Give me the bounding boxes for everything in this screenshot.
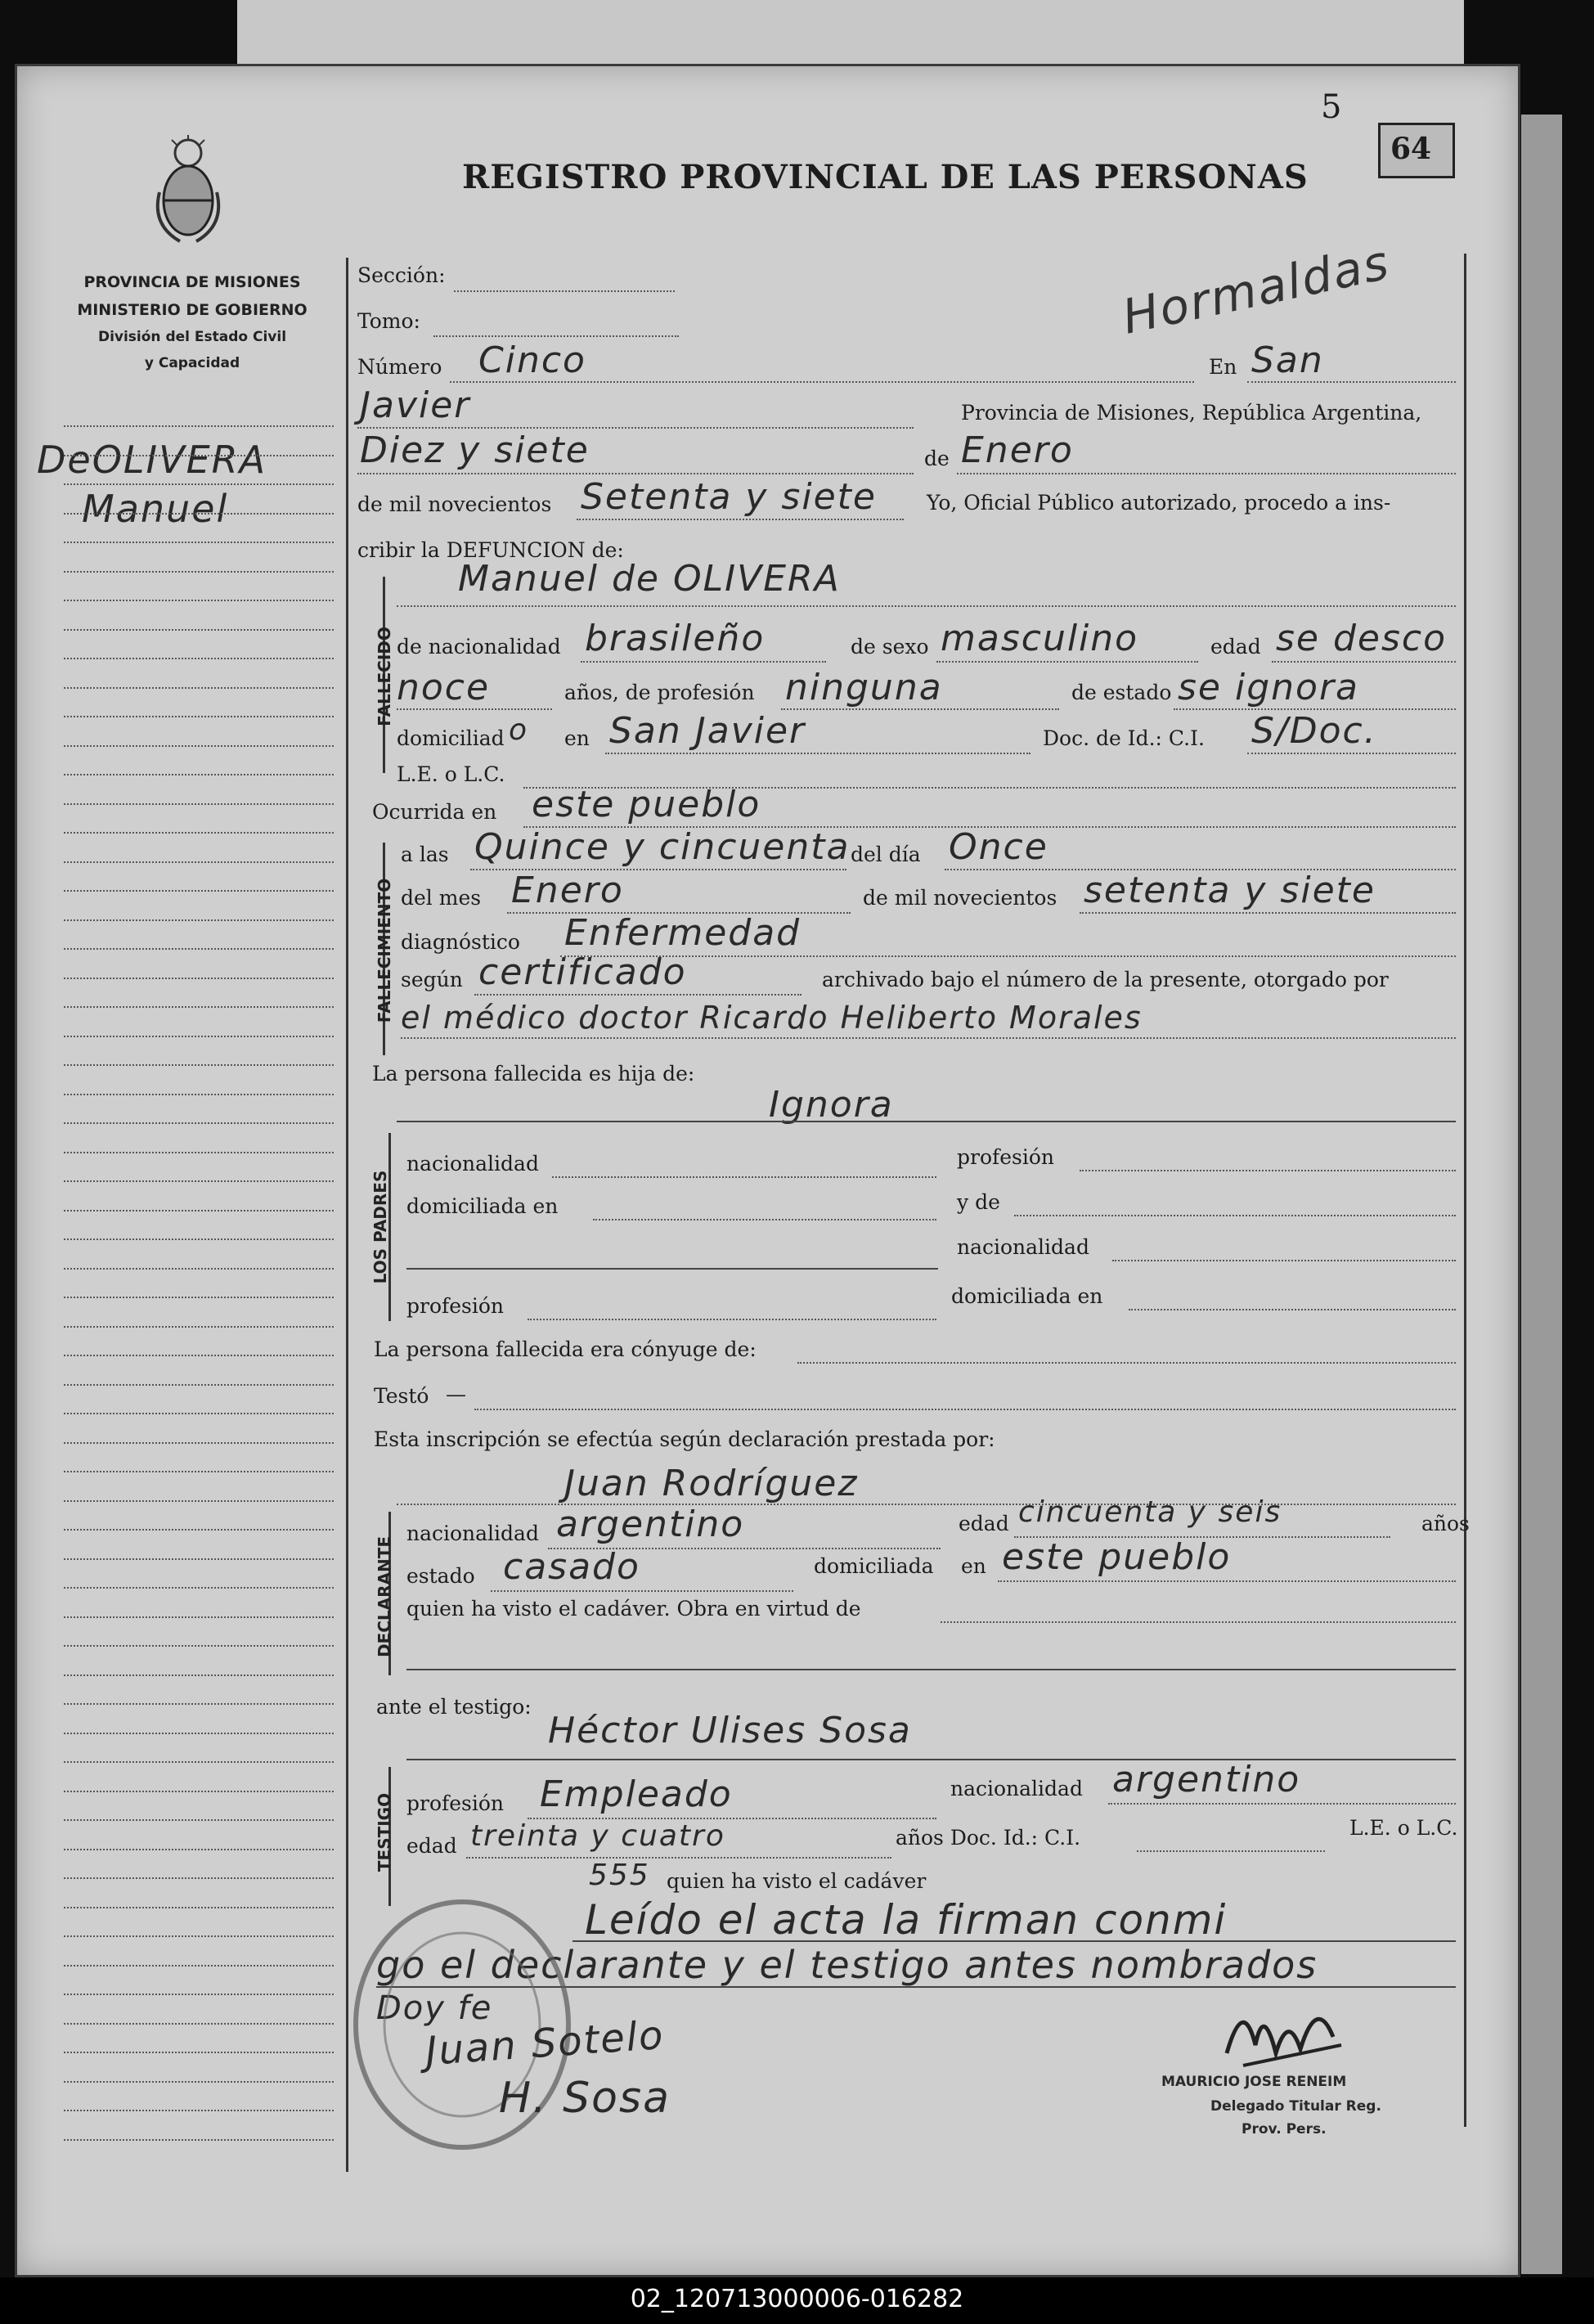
margin-ruling-line	[64, 2052, 334, 2053]
margin-ruling-line	[64, 1935, 334, 1937]
margin-ruling-line	[64, 1733, 334, 1734]
sexo-line	[936, 661, 1198, 663]
coat-of-arms-icon	[147, 135, 229, 249]
padre-nacionalidad-label: nacionalidad	[406, 1152, 539, 1175]
testo-label: Testó	[374, 1384, 429, 1408]
segun-label: según	[401, 968, 463, 991]
numero-line	[450, 381, 1194, 383]
anio-fall-line	[1080, 912, 1456, 914]
tomo-label: Tomo:	[357, 309, 420, 333]
margin-ruling-line	[64, 1703, 334, 1705]
decl-en-label: en	[961, 1554, 986, 1578]
official-signature-icon	[1219, 1988, 1349, 2078]
margin-ruling-line	[64, 1645, 334, 1647]
margin-ruling-line	[64, 1500, 334, 1502]
official-title-2: Prov. Pers.	[1242, 2121, 1327, 2137]
margin-ruling-line	[64, 1819, 334, 1821]
background-paper-top	[237, 0, 1464, 67]
estado-label: de estado	[1071, 681, 1172, 704]
inscripcion-label: Esta inscripción se efectúa según declaración prestada por:	[374, 1427, 995, 1451]
mes-fallecimiento-value: Enero	[511, 870, 624, 911]
margin-ruling-line	[64, 425, 334, 427]
stamp-number: 64	[1390, 132, 1432, 166]
padre-domicilio-line	[593, 1219, 936, 1220]
margin-ruling-line	[64, 687, 334, 689]
cierre-rule-1	[572, 1940, 1456, 1942]
y-de-line	[1014, 1215, 1456, 1216]
margin-ruling-line	[64, 1238, 334, 1240]
margin-ruling-line	[64, 1326, 334, 1328]
obra-line	[941, 1621, 1456, 1623]
day-value: Diez y siete	[360, 429, 590, 471]
right-rule	[1464, 254, 1466, 2127]
month-line	[957, 473, 1456, 474]
margin-ruling-line	[64, 2139, 334, 2141]
decl-edad-value: cincuenta y seis	[1018, 1495, 1282, 1529]
image-caption: 02_120713000006-016282	[630, 2285, 964, 2313]
margin-name: Manuel	[82, 487, 229, 531]
margin-ruling-line	[64, 1355, 334, 1356]
decl-domicilio-value: este pueblo	[1002, 1536, 1232, 1578]
margin-ruling-line	[64, 1094, 334, 1095]
margin-ruling-line	[64, 978, 334, 979]
margin-ruling-line	[64, 745, 334, 747]
tomo-line	[433, 335, 679, 337]
decl-estado-value: casado	[503, 1546, 640, 1588]
padre-profesion-label: profesión	[406, 1294, 505, 1318]
official-title-1: Delegado Titular Reg.	[1210, 2098, 1381, 2115]
margin-ruling-line	[64, 1674, 334, 1676]
test-doc-line	[1137, 1850, 1325, 1852]
background-paper-edge	[1521, 115, 1562, 2274]
del-dia-label: del día	[851, 843, 921, 866]
testigo-signature: H. Sosa	[499, 2074, 671, 2123]
profesion-value: ninguna	[785, 667, 943, 708]
decl-nacionalidad-label: nacionalidad	[406, 1522, 539, 1545]
estado-value: se ignora	[1178, 667, 1359, 708]
test-le-lc-label: L.E. o L.C.	[1349, 1816, 1458, 1840]
padre-domicilio-label: domiciliada en	[406, 1194, 559, 1218]
numero-label: Número	[357, 355, 442, 379]
hija-de-label: La persona fallecida es hija de:	[372, 1062, 695, 1086]
quien-visto-label: quien ha visto el cadáver. Obra en virtud de	[406, 1597, 861, 1621]
margin-ruling-line	[64, 1442, 334, 1444]
domicilio-value: San Javier	[609, 710, 806, 752]
office-block	[49, 268, 335, 376]
decl-nacionalidad-value: argentino	[556, 1504, 745, 1545]
a-las-label: a las	[401, 843, 449, 866]
medico-value: el médico doctor Ricardo Heliberto Morales	[401, 1000, 1143, 1036]
test-edad-value: treinta y cuatro	[470, 1819, 725, 1853]
test-profesion-value: Empleado	[540, 1773, 733, 1815]
office-province: PROVINCIA DE MISIONES	[83, 273, 301, 291]
margin-ruling-line	[64, 890, 334, 892]
provincia-label: Provincia de Misiones, República Argentina,	[961, 401, 1422, 425]
edad-label: edad	[1210, 635, 1261, 659]
margin-ruling-line	[64, 1006, 334, 1008]
medico-line	[401, 1037, 1456, 1039]
madre-profesion-line	[1080, 1170, 1456, 1171]
archivado-label: archivado bajo el número de la presente, otorgado por	[822, 968, 1389, 991]
nacionalidad-line	[581, 661, 826, 663]
cierre-line-3: Doy fe	[376, 1989, 493, 2027]
cierre-line-1: Leído el acta la firman conmi	[585, 1896, 1228, 1944]
page-number: 5	[1321, 88, 1342, 126]
margin-ruling-line	[64, 716, 334, 717]
padre-nacionalidad-line	[552, 1176, 936, 1178]
margin-rule	[346, 258, 348, 2172]
margin-ruling-line	[64, 2110, 334, 2111]
margin-ruling-line	[64, 1761, 334, 1763]
margin-ruling-line	[64, 1268, 334, 1270]
sexo-value: masculino	[941, 618, 1139, 659]
margin-ruling-line	[64, 483, 334, 485]
office-capacity: y Capacidad	[144, 355, 240, 371]
domiciliado-label: domiciliad	[397, 726, 505, 750]
ocurrida-value: este pueblo	[532, 784, 761, 825]
margin-ruling-line	[64, 1529, 334, 1531]
margin-ruling-line	[64, 1297, 334, 1298]
nacionalidad-value: brasileño	[585, 618, 766, 659]
fallecimiento-side-label: FALLECIMIENTO	[375, 878, 394, 1023]
margin-ruling-line	[64, 1064, 334, 1066]
margin-ruling-line	[64, 1994, 334, 1995]
office-ministry: MINISTERIO DE GOBIERNO	[77, 301, 308, 319]
domicilio-suffix: o	[509, 713, 529, 747]
margin-ruling-line	[64, 1849, 334, 1850]
fallecido-side-label: FALLECIDO	[375, 627, 394, 726]
madre-domicilio-label: domiciliada en	[951, 1284, 1103, 1308]
margin-ruling-line	[64, 1616, 334, 1618]
madre-nacionalidad-line	[1112, 1260, 1456, 1261]
edad-line-2	[397, 708, 552, 710]
margin-ruling-line	[64, 803, 334, 805]
domicilio-line	[605, 753, 1030, 754]
test-profesion-label: profesión	[406, 1791, 505, 1815]
deceased-name: Manuel de OLIVERA	[458, 558, 841, 600]
anio-fallecimiento-value: setenta y siete	[1084, 870, 1376, 911]
margin-ruling-line	[64, 1210, 334, 1211]
de-label: de	[924, 447, 950, 470]
test-nacionalidad-label: nacionalidad	[950, 1777, 1083, 1800]
ante-testigo-label: ante el testigo:	[376, 1695, 532, 1719]
testo-value: —	[446, 1382, 466, 1406]
margin-ruling-line	[64, 948, 334, 950]
test-nacionalidad-value: argentino	[1112, 1759, 1301, 1800]
margin-ruling-line	[64, 542, 334, 543]
testigo-name: Héctor Ulises Sosa	[548, 1710, 912, 1751]
test-anos-doc-label: años Doc. Id.: C.I.	[896, 1826, 1081, 1850]
margin-ruling-line	[64, 861, 334, 863]
margin-ruling-line	[64, 1587, 334, 1589]
number-stamp	[1378, 123, 1455, 178]
margin-ruling-line	[64, 832, 334, 834]
office-division: División del Estado Civil	[97, 329, 287, 345]
conyuge-line	[797, 1362, 1456, 1364]
margin-ruling-line	[64, 774, 334, 775]
margin-ruling-line	[64, 2023, 334, 2025]
testigo-side-label: TESTIGO	[375, 1792, 394, 1872]
margin-ruling-line	[64, 1965, 334, 1967]
javier-value: Javier	[360, 384, 471, 426]
margin-ruling-line	[64, 1558, 334, 1560]
en-value: San	[1251, 339, 1324, 381]
segun-line	[474, 994, 801, 996]
oficial-label: Yo, Oficial Público autorizado, procedo a ins-	[927, 491, 1391, 515]
margin-ruling-line	[64, 1384, 334, 1386]
madre-nacionalidad-label: nacionalidad	[957, 1235, 1089, 1259]
padres-side-label: LOS PADRES	[370, 1170, 390, 1284]
en-label: En	[1209, 355, 1237, 379]
decl-estado-line	[491, 1590, 793, 1592]
ocurrida-label: Ocurrida en	[372, 800, 497, 824]
margin-ruling-line	[64, 919, 334, 921]
numero-value: Cinco	[478, 339, 586, 381]
declarante-signature: Juan Sotelo	[424, 2012, 667, 2075]
segun-value: certificado	[478, 951, 687, 993]
le-lc-label: L.E. o L.C.	[397, 762, 505, 786]
official-name: MAURICIO JOSE RENEIM	[1161, 2074, 1347, 2090]
margin-ruling-line	[64, 571, 334, 573]
edad-line	[1272, 661, 1456, 663]
inscribir-label: cribir la DEFUNCION de:	[357, 538, 624, 562]
conyuge-label: La persona fallecida era cónyuge de:	[374, 1337, 757, 1361]
margin-ruling-line	[64, 1471, 334, 1472]
de-mil-nov-label: de mil novecientos	[863, 886, 1057, 910]
test-quien-visto-label: quien ha visto el cadáver	[667, 1869, 927, 1893]
declarante-side-label: DECLARANTE	[375, 1535, 394, 1658]
margin-surname: DeOLIVERA	[37, 438, 267, 482]
en-line	[1247, 381, 1456, 383]
padres-value: Ignora	[769, 1084, 894, 1126]
obra-line-2	[406, 1669, 1456, 1670]
margin-ruling-line	[64, 600, 334, 601]
doc-label: Doc. de Id.: C.I.	[1043, 726, 1205, 750]
margin-ruling-line	[64, 1907, 334, 1908]
madre-profesion-label: profesión	[957, 1145, 1055, 1169]
profesion-label: años, de profesión	[564, 681, 755, 704]
dia-fallecimiento-value: Once	[949, 826, 1048, 868]
decl-domicilio-label: domiciliada	[814, 1554, 934, 1578]
margin-ruling-line	[64, 455, 334, 456]
declarante-name: Juan Rodríguez	[564, 1463, 859, 1504]
edad-value-1: se desco	[1276, 618, 1448, 659]
profesion-line	[781, 708, 1059, 710]
name-line	[397, 605, 1456, 607]
testo-line	[474, 1409, 1456, 1410]
seccion-label: Sección:	[357, 263, 446, 287]
page-title: REGISTRO PROVINCIAL DE LAS PERSONAS	[462, 158, 1309, 196]
registrar-signature-top: Hormaldas	[1117, 234, 1395, 345]
margin-ruling-line	[64, 1877, 334, 1879]
margin-ruling-line	[64, 1122, 334, 1124]
padres-line	[397, 1121, 1456, 1122]
year-value: Setenta y siete	[581, 476, 877, 518]
margin-ruling-line	[64, 513, 334, 515]
month-value: Enero	[961, 429, 1074, 471]
padre-extra-line	[406, 1268, 938, 1270]
de-mil-label: de mil novecientos	[357, 492, 552, 516]
margin-ruling-line	[64, 1791, 334, 1792]
margin-ruling-line	[64, 1152, 334, 1153]
decl-estado-label: estado	[406, 1564, 475, 1588]
margin-ruling-line	[64, 1036, 334, 1037]
padre-profesion-line	[528, 1319, 936, 1320]
margin-ruling-line	[64, 629, 334, 631]
edad-value-2: noce	[397, 667, 491, 708]
test-doc-value: 555	[589, 1859, 650, 1892]
del-mes-label: del mes	[401, 886, 482, 910]
diagnostico-value: Enfermedad	[564, 912, 801, 954]
day-line	[357, 473, 914, 474]
margin-ruling-line	[64, 1413, 334, 1414]
nacionalidad-label: de nacionalidad	[397, 635, 561, 659]
diagnostico-line	[560, 955, 1456, 957]
decl-domicilio-line	[998, 1580, 1456, 1582]
seccion-line	[454, 290, 675, 292]
en-domicilio-label: en	[564, 726, 590, 750]
test-nacionalidad-line	[1108, 1803, 1456, 1805]
y-de-label: y de	[957, 1190, 1000, 1214]
margin-ruling-line	[64, 1180, 334, 1182]
sexo-label: de sexo	[851, 635, 929, 659]
hora-value: Quince y cincuenta	[474, 826, 851, 868]
year-line	[577, 519, 904, 520]
margin-ruling-line	[64, 2081, 334, 2083]
diagnostico-label: diagnóstico	[401, 930, 520, 954]
test-edad-line	[466, 1857, 891, 1859]
doc-value: S/Doc.	[1251, 710, 1377, 752]
test-edad-label: edad	[406, 1834, 457, 1858]
doc-line	[1247, 753, 1456, 754]
place-line	[357, 427, 914, 429]
decl-anos-label: años	[1421, 1512, 1470, 1535]
margin-ruling-line	[64, 658, 334, 659]
cierre-line-2: go el declarante y el testigo antes nombrados	[376, 1943, 1318, 1987]
decl-edad-label: edad	[959, 1512, 1009, 1535]
madre-domicilio-line	[1129, 1309, 1456, 1310]
